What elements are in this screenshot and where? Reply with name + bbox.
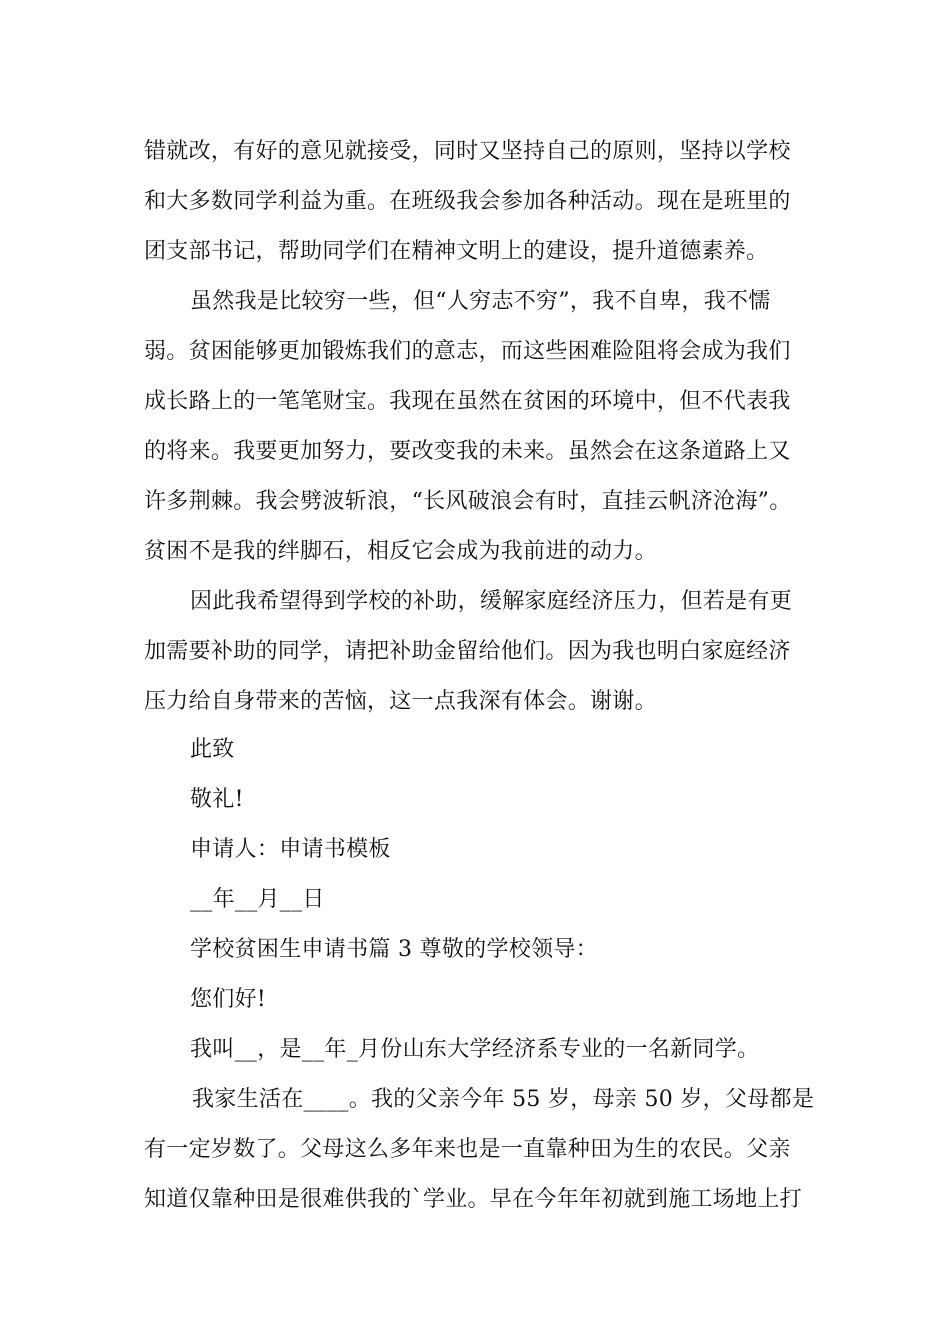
paragraph-2-line-1: 虽然我是比较穷一些，但“人穷志不穷”，我不自卑，我不懦 [190, 289, 771, 314]
paragraph-1-line-2: 和大多数同学利益为重。在班级我会参加各种活动。现在是班里的 [144, 189, 791, 214]
paragraph-2-line-2: 弱。贫困能够更加锻炼我们的意志，而这些困难险阻将会成为我们 [144, 339, 791, 364]
paragraph-3-line-2: 加需要补助的同学，请把补助金留给他们。因为我也明白家庭经济 [144, 639, 791, 664]
paragraph-1-line-1: 错就改，有好的意见就接受，同时又坚持自己的原则，坚持以学校 [144, 139, 791, 164]
paragraph-3-line-3: 压力给自身带来的苦恼，这一点我深有体会。谢谢。 [144, 689, 657, 714]
paragraph-2-line-6: 贫困不是我的绊脚石，相反它会成为我前进的动力。 [144, 539, 657, 564]
section-3-line-3: 知道仅靠种田是很难供我的`学业。早在今年年初就到施工场地上打 [144, 1187, 803, 1212]
applicant-signature: 申请人：申请书模板 [190, 837, 391, 862]
closing-salutation-1: 此致 [190, 737, 235, 762]
section-3-line-2: 有一定岁数了。父母这么多年来也是一直靠种田为生的农民。父亲 [144, 1137, 791, 1162]
paragraph-2-line-4: 的将来。我要更加努力，要改变我的未来。虽然会在这条道路上又 [144, 439, 791, 464]
paragraph-2-line-3: 成长路上的一笔笔财宝。我现在虽然在贫困的环境中，但不代表我 [144, 389, 791, 414]
section-3-line-1: 我家生活在____。我的父亲今年 55 岁，母亲 50 岁，父母都是 [192, 1087, 815, 1112]
section-3-intro: 我叫__，是__年_月份山东大学经济系专业的一名新同学。 [190, 1037, 760, 1062]
closing-salutation-2: 敬礼! [190, 787, 244, 812]
paragraph-2-line-5: 许多荆棘。我会劈波斩浪，“长风破浪会有时，直挂云帆济沧海”。 [144, 489, 792, 514]
date-line: __年__月__日 [190, 887, 325, 912]
paragraph-3-line-1: 因此我希望得到学校的补助，缓解家庭经济压力，但若是有更 [190, 589, 793, 614]
section-3-heading: 学校贫困生申请书篇 3 尊敬的学校领导： [190, 937, 598, 962]
section-3-greeting: 您们好! [190, 987, 267, 1012]
paragraph-1-line-3: 团支部书记，帮助同学们在精神文明上的建设，提升道德素养。 [144, 239, 769, 264]
